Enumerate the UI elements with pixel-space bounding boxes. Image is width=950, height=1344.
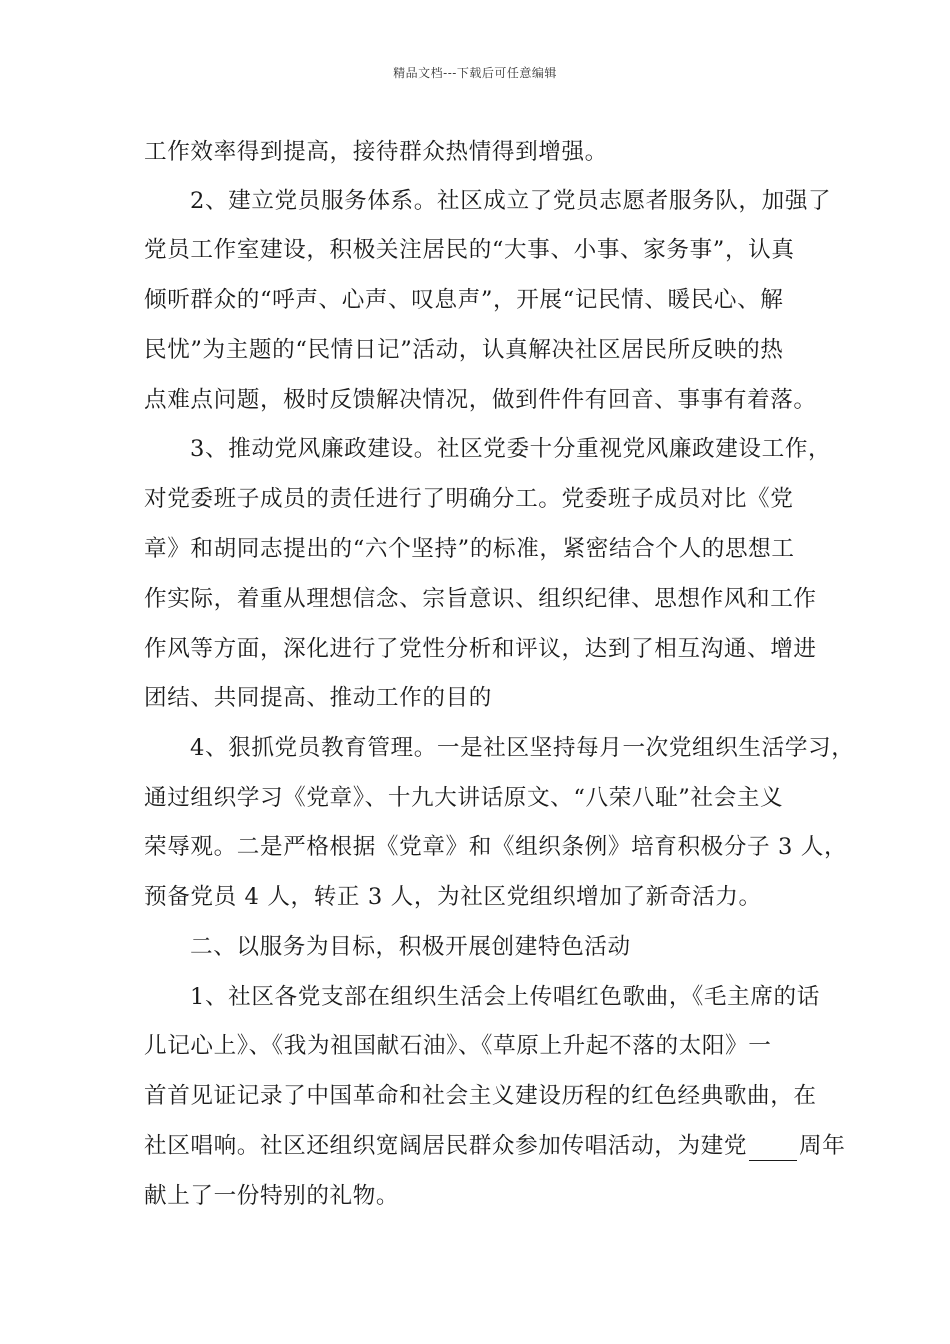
paragraph-line: 工作效率得到提高，接待群众热情得到增强。 [144, 139, 608, 165]
paragraph-line: 荣辱观。二是严格根据《党章》和《组织条例》培育积极分子 3 人， [144, 834, 848, 860]
paragraph-line: 1、社区各党支部在组织生活会上传唱红色歌曲，《毛主席的话 [190, 984, 820, 1010]
paragraph-line: 献上了一份特别的礼物。 [144, 1183, 400, 1209]
line-text: 社区唱响。社区还组织宽阔居民群众参加传唱活动，为建党 [144, 1133, 748, 1159]
blank-underline [749, 1138, 797, 1161]
paragraph-line: 4、狠抓党员教育管理。一是社区坚持每月一次党组织生活学习， [190, 735, 855, 761]
line-text: 周年 [799, 1133, 846, 1159]
page-header: 精品文档---下载后可任意编辑 [393, 66, 557, 80]
paragraph-line: 作实际，着重从理想信念、宗旨意识、组织纪律、思想作风和工作 [144, 586, 817, 612]
paragraph-line: 2、建立党员服务体系。社区成立了党员志愿者服务队，加强了 [190, 188, 832, 214]
paragraph-line: 团结、共同提高、推动工作的目的 [144, 685, 492, 711]
section-heading: 二、以服务为目标，积极开展创建特色活动 [190, 934, 631, 960]
paragraph-line: 倾听群众的“呼声、心声、叹息声”，开展“记民情、暖民心、解 [144, 287, 784, 313]
paragraph-line: 3、推动党风廉政建设。社区党委十分重视党风廉政建设工作， [190, 436, 832, 462]
paragraph-line: 点难点问题，极时反馈解决情况，做到件件有回音、事事有着落。 [144, 387, 817, 413]
paragraph-line: 对党委班子成员的责任进行了明确分工。党委班子成员对比《党 [144, 486, 794, 512]
paragraph-line: 通过组织学习《党章》、十九大讲话原文、“八荣八耻”社会主义 [144, 785, 784, 811]
paragraph-line: 作风等方面，深化进行了党性分析和评议，达到了相互沟通、增进 [144, 636, 817, 662]
paragraph-line: 预备党员 4 人，转正 3 人，为社区党组织增加了新奇活力。 [144, 884, 762, 910]
paragraph-line [144, 1131, 845, 1161]
paragraph-line: 章》和胡同志提出的“六个坚持”的标准，紧密结合个人的思想工 [144, 536, 795, 562]
paragraph-line: 儿记心上》、《我为祖国献石油》、《草原上升起不落的太阳》一 [144, 1033, 772, 1059]
paragraph-line: 党员工作室建设，积极关注居民的“大事、小事、家务事”，认真 [144, 237, 795, 263]
paragraph-line: 首首见证记录了中国革命和社会主义建设历程的红色经典歌曲，在 [144, 1083, 817, 1109]
paragraph-line: 民忧”为主题的“民情日记”活动，认真解决社区居民所反映的热 [144, 337, 784, 363]
